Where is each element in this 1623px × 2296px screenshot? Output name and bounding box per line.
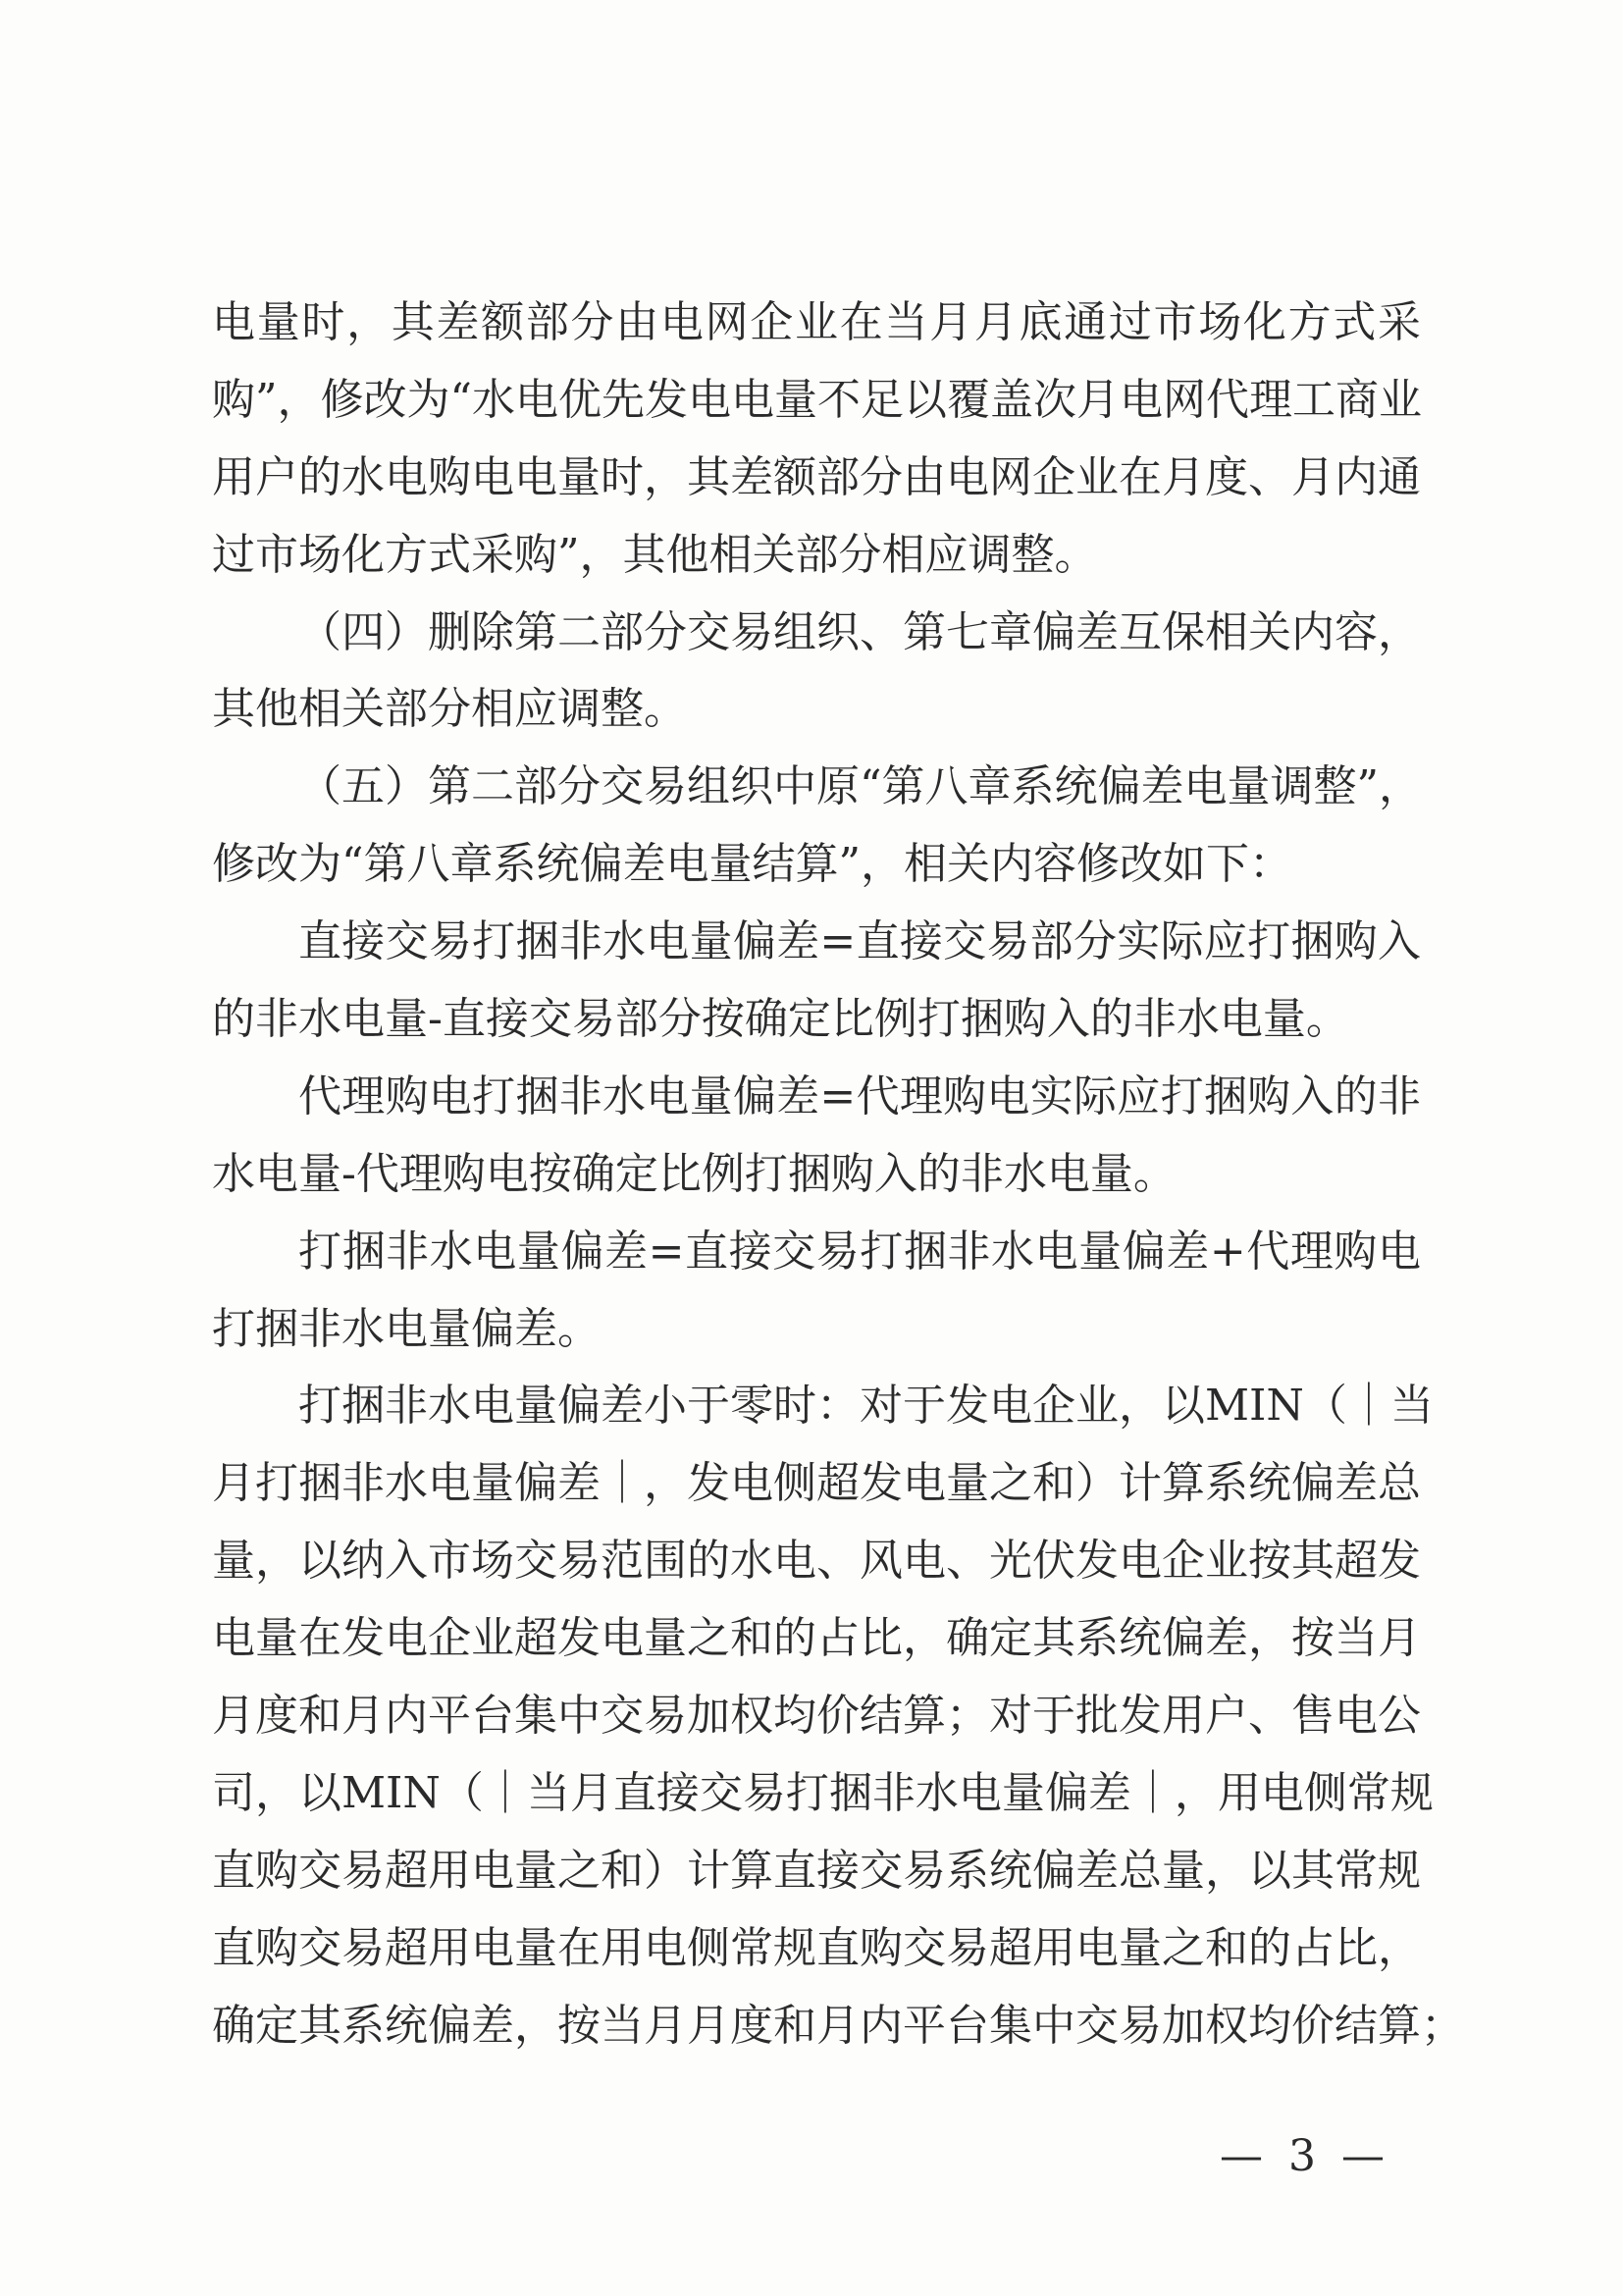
- text-line: 修改为“第八章系统偏差电量结算”，相关内容修改如下：: [212, 839, 1292, 890]
- formula-line: 直接交易打捆非水电量偏差=直接交易部分实际应打捆购入: [298, 916, 1421, 967]
- text-line: 量，以纳入市场交易范围的水电、风电、光伏发电企业按其超发: [212, 1536, 1421, 1587]
- text-line: 确定其系统偏差，按当月月度和月内平台集中交易加权均价结算；: [212, 2000, 1464, 2051]
- text-line: 其他相关部分相应调整。: [212, 684, 687, 735]
- text-line: 直购交易超用电量在用电侧常规直购交易超用电量之和的占比，: [212, 1922, 1421, 1973]
- text-line: 月度和月内平台集中交易加权均价结算；对于批发用户、售电公: [212, 1691, 1421, 1742]
- text-line: 电量在发电企业超发电量之和的占比，确定其系统偏差，按当月: [212, 1613, 1421, 1664]
- text-line: 司，以MIN（｜当月直接交易打捆非水电量偏差｜，用电侧常规: [212, 1767, 1434, 1818]
- text-line: 直购交易超用电量之和）计算直接交易系统偏差总量，以其常规: [212, 1845, 1421, 1896]
- text-line: 购”，修改为“水电优先发电电量不足以覆盖次月电网代理工商业: [212, 374, 1422, 425]
- text-line: 打捆非水电量偏差小于零时：对于发电企业，以MIN（｜当: [298, 1381, 1434, 1432]
- paragraph-five-line: （五）第二部分交易组织中原“第八章系统偏差电量调整”，: [298, 761, 1422, 812]
- formula-line: 代理购电打捆非水电量偏差=代理购电实际应打捆购入的非: [298, 1070, 1421, 1122]
- page-number: — 3 —: [1220, 2131, 1390, 2181]
- body-text: [212, 285, 1464, 2064]
- text-line: 月打捆非水电量偏差｜，发电侧超发电量之和）计算系统偏差总: [212, 1458, 1421, 1509]
- text-line: 用户的水电购电电量时，其差额部分由电网企业在月度、月内通: [212, 451, 1421, 502]
- text-line: 电量时，其差额部分由电网企业在当月月底通过市场化方式采: [212, 297, 1421, 347]
- text-line: 的非水电量-直接交易部分按确定比例打捆购入的非水电量。: [212, 994, 1349, 1045]
- paragraph-four-line: （四）删除第二部分交易组织、第七章偏差互保相关内容，: [298, 606, 1421, 657]
- text-line: 水电量-代理购电按确定比例打捆购入的非水电量。: [212, 1148, 1177, 1199]
- text-line: 打捆非水电量偏差。: [212, 1303, 601, 1354]
- formula-line: 打捆非水电量偏差=直接交易打捆非水电量偏差+代理购电: [298, 1226, 1421, 1277]
- text-line: 过市场化方式采购”，其他相关部分相应调整。: [212, 529, 1098, 580]
